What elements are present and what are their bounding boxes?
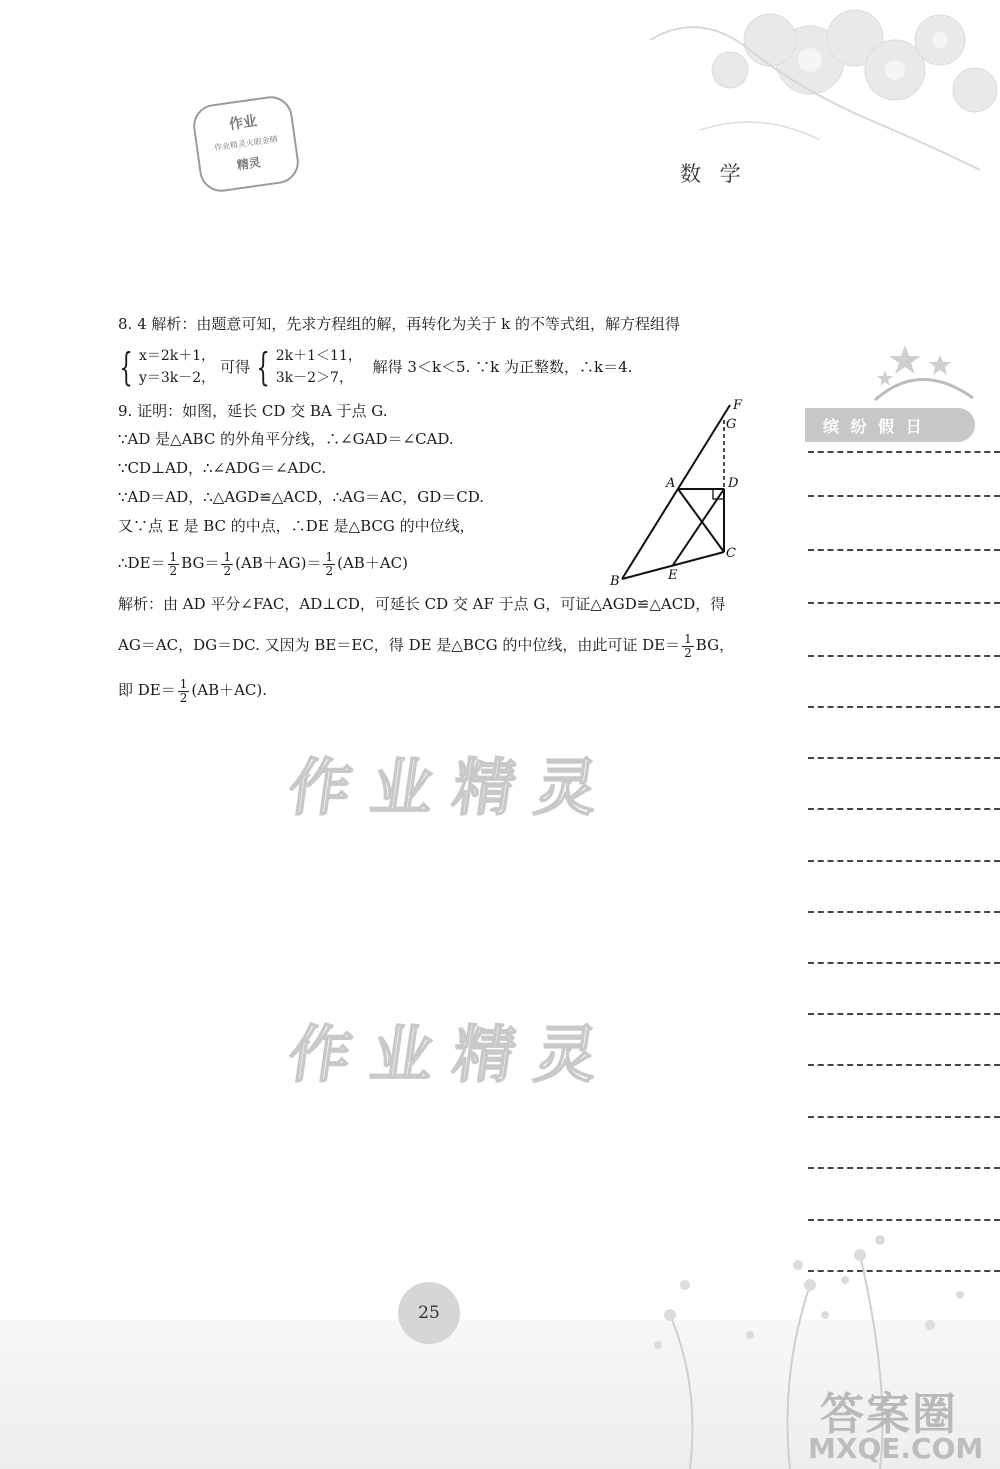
q9-a3-a: 即 DE＝ — [118, 681, 176, 699]
note-line — [808, 655, 1000, 657]
q8-tail-text: 解得 3＜k＜5. ∵k 为正整数，∴k＝4. — [372, 358, 633, 376]
label-D: D — [728, 476, 739, 491]
q9-line-1: 9. 证明：如图，延长 CD 交 BA 于点 G. — [118, 402, 388, 420]
q9-line-2: ∵AD 是△ABC 的外角平分线，∴∠GAD＝∠CAD. — [118, 430, 454, 448]
note-line — [808, 706, 1000, 708]
q9-a2-b: BG， — [695, 636, 735, 654]
q8-line-2: { x＝2k＋1， y＝3k－2， 可得 { 2k＋1＜11， 3k－2＞7， 解得 3＜k＜5. ∵k 为正整数，∴k＝4. — [119, 345, 633, 389]
q9-l6-c: (AB＋AG)＝ — [235, 554, 322, 572]
q9-l6-d: (AB＋AC) — [337, 554, 408, 572]
label-E: E — [668, 568, 678, 583]
q9-line-5: 又∵点 E 是 BC 的中点，∴DE 是△BCG 的中位线， — [118, 517, 475, 535]
fraction-half: $\frac{1}{2}$ — [179, 676, 188, 705]
label-G: G — [726, 417, 737, 432]
note-line — [808, 1013, 1000, 1015]
q9-l6-a: ∴DE＝ — [118, 554, 166, 572]
q8-system-2-eq2: 3k－2＞7， — [275, 370, 353, 386]
star-decoration — [865, 340, 975, 410]
corner-logo-text: 答案圈 — [820, 1389, 958, 1440]
page-number: 25 — [418, 1303, 440, 1323]
note-line — [808, 451, 1000, 453]
label-A: A — [666, 476, 676, 491]
q9-analysis-line-1: 解析：由 AD 平分∠FAC，AD⊥CD，可延长 CD 交 AF 于点 G，可证△AGD≌△ACD，得 — [118, 595, 726, 613]
label-F: F — [733, 398, 743, 413]
q9-line-4: ∵AD＝AD，∴△AGD≌△ACD，∴AG＝AC，GD＝CD. — [118, 488, 485, 506]
note-line — [808, 602, 1000, 604]
stamp-line-3: 精灵 — [235, 155, 262, 173]
q9-line-3: ∵CD⊥AD，∴∠ADG＝∠ADC. — [118, 459, 327, 477]
note-line — [808, 911, 1000, 913]
note-line — [808, 808, 1000, 810]
q9-a2-a: AG＝AC，DG＝DC. 又因为 BE＝EC，得 DE 是△BCG 的中位线，由此可证 DE＝ — [118, 636, 681, 654]
stamp-line-1: 作业 — [228, 113, 259, 134]
q9-l6-b: BG＝ — [181, 554, 220, 572]
page-number-badge — [398, 1282, 460, 1344]
note-line — [808, 1167, 1000, 1169]
side-tab — [805, 408, 975, 442]
q8-mid-text: 可得 — [219, 358, 250, 376]
fraction-half: $\frac{1}{2}$ — [223, 549, 232, 578]
fraction-half: $\frac{1}{2}$ — [325, 549, 334, 578]
note-line — [808, 1219, 1000, 1221]
subject-title: 数 学 — [680, 162, 747, 186]
watermark-2: 作业精灵 — [284, 1018, 623, 1091]
floral-decoration-top — [640, 0, 1000, 180]
q9-line-6 — [118, 548, 408, 578]
q8-line-1: 8. 4 解析：由题意可知，先求方程组的解，再转化为关于 k 的不等式组，解方程组得 — [118, 315, 681, 333]
geometry-figure — [600, 395, 760, 590]
q8-system-1-eq1: x＝2k＋1， — [138, 348, 216, 364]
note-line — [808, 1064, 1000, 1066]
note-line — [808, 1116, 1000, 1118]
side-tab-label: 缤 纷 假 日 — [823, 417, 925, 436]
note-line — [808, 962, 1000, 964]
label-B: B — [610, 574, 620, 589]
watermark-1: 作业精灵 — [284, 751, 623, 824]
homework-stamp — [190, 93, 301, 194]
note-line — [808, 757, 1000, 759]
fraction-half: $\frac{1}{2}$ — [169, 549, 178, 578]
q9-analysis-line-2 — [118, 630, 734, 660]
q9-a3-b: (AB＋AC). — [191, 681, 268, 699]
q8-system-1-eq2: y＝3k－2， — [138, 370, 216, 386]
fraction-half: $\frac{1}{2}$ — [684, 631, 692, 660]
q9-analysis-line-3 — [118, 675, 267, 705]
corner-url: MXQE.COM — [808, 1432, 984, 1465]
note-line — [808, 549, 1000, 551]
q8-system-2-eq1: 2k＋1＜11， — [275, 348, 362, 364]
note-line — [808, 860, 1000, 862]
label-C: C — [726, 546, 736, 561]
note-line — [808, 495, 1000, 497]
stamp-line-2: 作业精灵火眼金睛 — [213, 134, 279, 153]
